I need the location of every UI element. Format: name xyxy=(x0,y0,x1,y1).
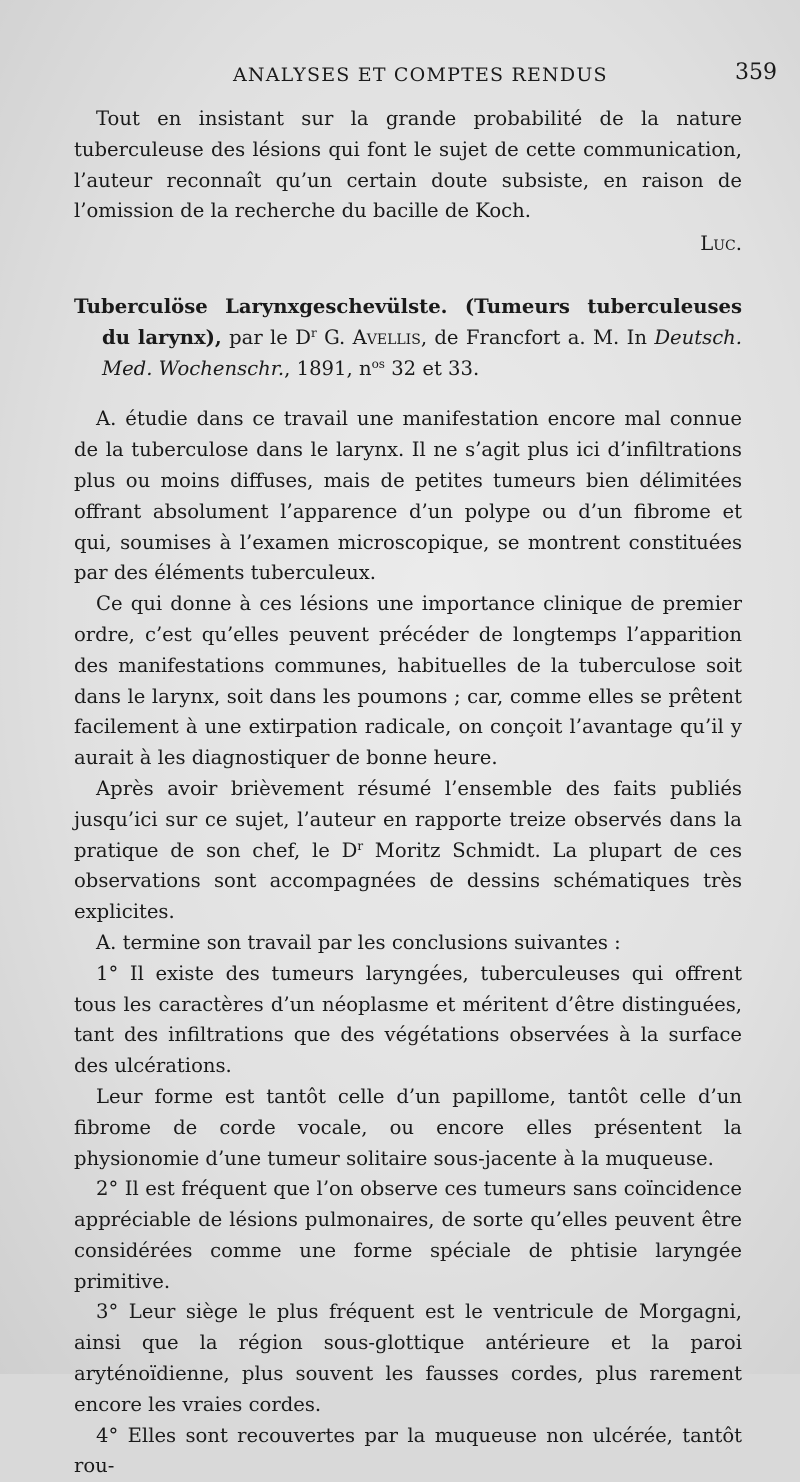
body-paragraph: Ce qui donne à ces lésions une importance clinique de premier ordre, c’est qu’elles peuvent précéder de longtemps l’apparition des manifestations communes, habituelles de la tuberculose soit dans le larynx, soit dans les poumons ; car, comme elles se prêtent facilement à une extirpation radicale, on conçoit l’avantage qu’il y aurait à les diagnostiquer de bonne heure. xyxy=(74,592,742,770)
conclusion-item: 4° Elles sont recouvertes par la muqueuse non ulcérée, tantôt rou- xyxy=(74,1423,742,1478)
conclusion-item: Leur forme est tantôt celle d’un papillome, tantôt celle d’un fibrome de corde vocale, ou encore elles présentent la physionomie d’une tumeur solitaire sous-jacente à la muqueuse. xyxy=(74,1084,742,1170)
schmidt-paragraph xyxy=(74,774,742,928)
issues: 32 et 33. xyxy=(384,356,480,380)
year: , 1891, n xyxy=(284,356,372,380)
issue-sup: os xyxy=(371,356,385,371)
schmidt-before: Après avoir brièvement résumé l’ensemble des faits publiés jusqu’ici sur ce sujet, l’auteur en rapporte treize observés dans la pratique de son chef, le D xyxy=(74,776,742,862)
conclusion-item: 1° Il existe des tumeurs laryngées, tuberculeuses qui offrent tous les caractères d’un néoplasme et méritent d’être distinguées, tant des infiltrations que des végétations observées à la surface des ulcérations. xyxy=(74,961,742,1078)
conclusions-intro: A. termine son travail par les conclusions suivantes : xyxy=(96,930,621,954)
page-number: 359 xyxy=(735,60,777,85)
page-body xyxy=(74,104,742,1482)
schmidt-sup: r xyxy=(357,838,364,853)
page-header xyxy=(0,60,800,94)
byline-sup: r xyxy=(310,325,317,340)
byline-place: , de Francfort a. M. In xyxy=(420,325,655,349)
intro-paragraph: Tout en insistant sur la grande probabilité de la nature tuberculeuse des lésions qui font le sujet de cette communication, l’auteur reconnaît qu’un certain doute subsiste, en raison de l’omission de la recherche du bacille de Koch. xyxy=(74,107,742,223)
author-name: G. Avellis xyxy=(324,325,421,349)
schmidt-after: Moritz Schmidt. La plupart de ces observations sont accompagnées de dessins schématiques très explicites. xyxy=(74,838,743,924)
signature: Luc. xyxy=(700,232,742,256)
running-title: ANALYSES ET COMPTES RENDUS xyxy=(233,64,608,86)
journal-name: Deutsch. Med. Wochenschr. xyxy=(102,325,743,380)
article-title: Tuberculöse Larynxgeschevülste. (Tumeurs tuberculeuses du larynx), xyxy=(74,294,742,349)
conclusion-item: 2° Il est fréquent que l’on observe ces tumeurs sans coïncidence appréciable de lésions pulmonaires, de sorte qu’elles peuvent être considérées comme une forme spéciale de phtisie laryngée primitive. xyxy=(74,1177,742,1293)
conclusion-item: 3° Leur siège le plus fréquent est le ventricule de Morgagni, ainsi que la région sous-glottique antérieure et la paroi aryténoïdienne, plus souvent les fausses cordes, plus rarement encore les vraies cordes. xyxy=(74,1300,742,1416)
article-reference xyxy=(74,292,742,384)
body-paragraph: A. étudie dans ce travail une manifestation encore mal connue de la tuberculose dans le larynx. Il ne s’agit plus ici d’infiltrations plus ou moins diffuses, mais de petites tumeurs bien délimitées offrant absolument l’apparence d’un polype ou d’un fibrome et qui, soumises à l’examen microscopique, se montrent constituées par des éléments tuberculeux. xyxy=(74,407,742,585)
byline-prefix: par le D xyxy=(229,325,311,349)
